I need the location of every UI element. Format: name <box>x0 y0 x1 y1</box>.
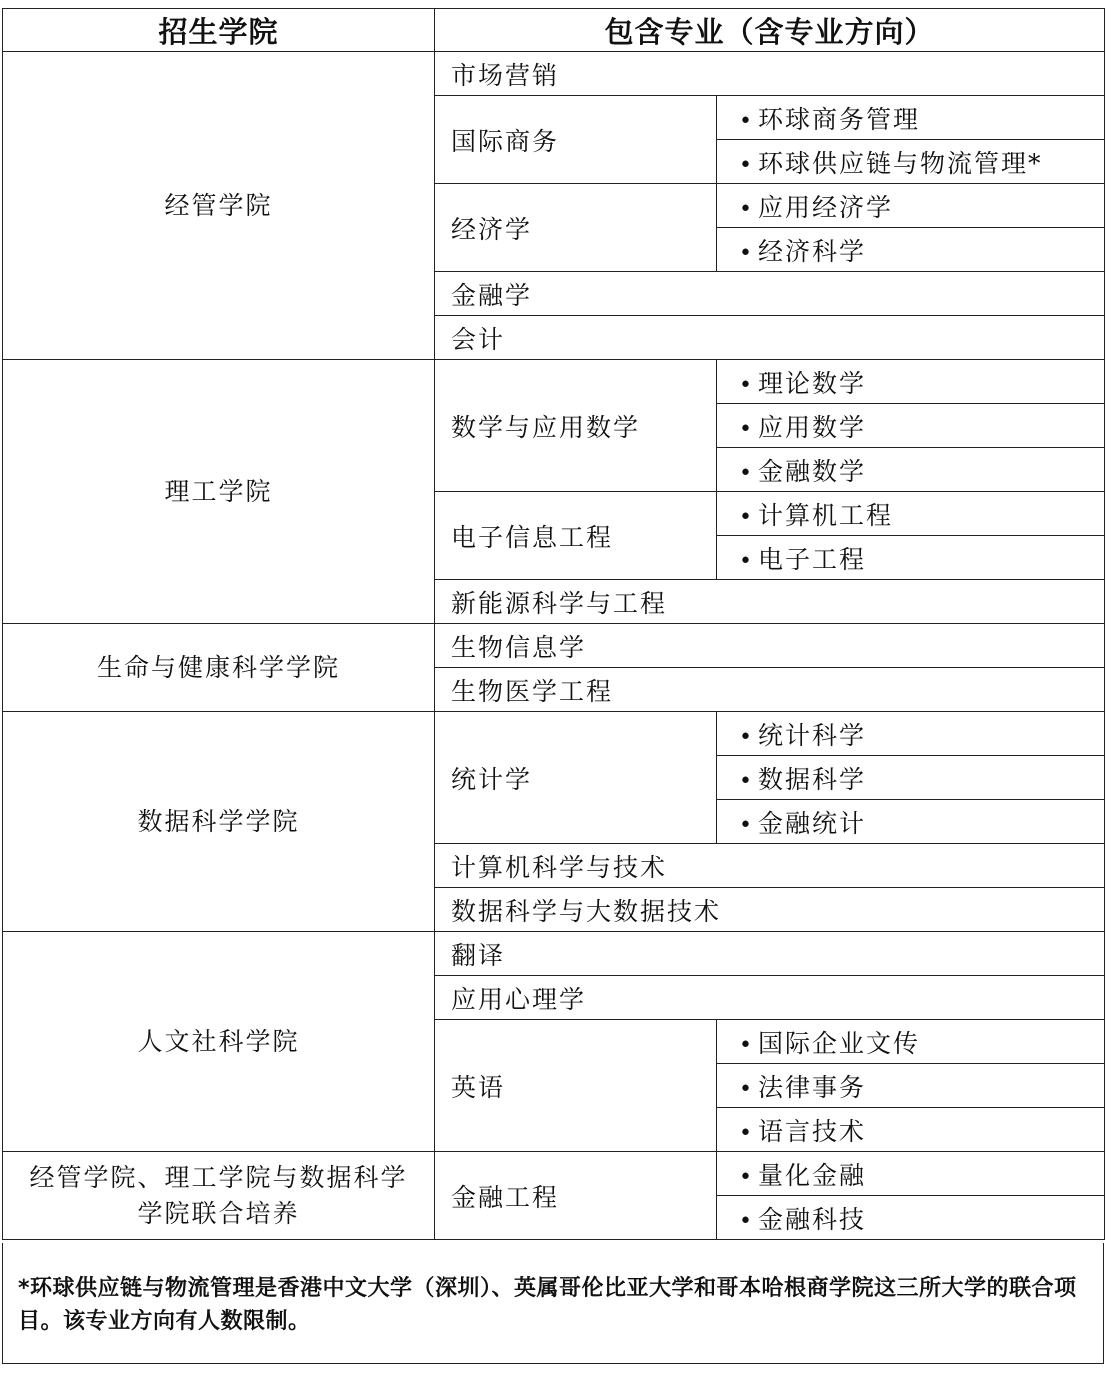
bullet-icon: • <box>739 768 754 794</box>
major-name: 计算机科学与技术 <box>435 844 1105 888</box>
major-direction <box>717 1108 1105 1152</box>
table-row <box>3 1152 1105 1196</box>
direction-label: 理论数学 <box>757 368 866 398</box>
bullet-icon: • <box>739 1120 754 1146</box>
major-name: 翻译 <box>435 932 1105 976</box>
major-direction <box>717 712 1105 756</box>
college-name: 生命与健康科学学院 <box>3 624 435 712</box>
bullet-icon: • <box>739 1076 754 1102</box>
direction-label: 计算机工程 <box>757 500 893 530</box>
college-name: 经管学院、理工学院与数据科学学院联合培养 <box>3 1152 435 1240</box>
bullet-icon: • <box>739 152 754 178</box>
major-name: 统计学 <box>435 712 717 844</box>
direction-label: 数据科学 <box>757 764 866 794</box>
direction-label: 经济科学 <box>757 236 866 266</box>
bullet-icon: • <box>739 724 754 750</box>
bullet-icon: • <box>739 548 754 574</box>
direction-label: 应用经济学 <box>757 192 893 222</box>
major-direction <box>717 228 1105 272</box>
major-name: 金融工程 <box>435 1152 717 1240</box>
major-direction <box>717 140 1105 184</box>
table-row <box>3 712 1105 756</box>
major-direction <box>717 1196 1105 1240</box>
direction-label: 金融科技 <box>757 1204 866 1234</box>
major-name: 电子信息工程 <box>435 492 717 580</box>
bullet-icon: • <box>739 196 754 222</box>
direction-label: 语言技术 <box>757 1116 866 1146</box>
direction-label: 法律事务 <box>757 1072 866 1102</box>
major-name: 数学与应用数学 <box>435 360 717 492</box>
table-row <box>3 624 1105 668</box>
major-name: 会计 <box>435 316 1105 360</box>
major-name: 经济学 <box>435 184 717 272</box>
major-direction <box>717 184 1105 228</box>
direction-label: 金融统计 <box>757 808 866 838</box>
header-college: 招生学院 <box>3 9 435 52</box>
college-name: 数据科学学院 <box>3 712 435 932</box>
footnote: *环球供应链与物流管理是香港中文大学（深圳）、英属哥伦比亚大学和哥本哈根商学院这三所大学的联合项目。该专业方向有人数限制。 <box>18 1276 1077 1334</box>
major-direction <box>717 360 1105 404</box>
major-direction <box>717 536 1105 580</box>
major-name: 金融学 <box>435 272 1105 316</box>
direction-label: 金融数学 <box>757 456 866 486</box>
direction-label: 环球供应链与物流管理* <box>757 148 1043 178</box>
direction-label: 统计科学 <box>757 720 866 750</box>
college-name: 人文社科学院 <box>3 932 435 1152</box>
bullet-icon: • <box>739 1208 754 1234</box>
direction-label: 电子工程 <box>757 544 866 574</box>
bullet-icon: • <box>739 1032 754 1058</box>
direction-label: 量化金融 <box>757 1160 866 1190</box>
major-name: 国际商务 <box>435 96 717 184</box>
college-name: 理工学院 <box>3 360 435 624</box>
major-name: 市场营销 <box>435 52 1105 96</box>
table-header-row <box>3 9 1105 52</box>
bullet-icon: • <box>739 812 754 838</box>
table-body <box>3 52 1105 1240</box>
direction-label: 国际企业文传 <box>757 1028 920 1058</box>
major-direction <box>717 404 1105 448</box>
bullet-icon: • <box>739 240 754 266</box>
major-name: 数据科学与大数据技术 <box>435 888 1105 932</box>
table-row <box>3 52 1105 96</box>
table-row <box>3 932 1105 976</box>
major-direction <box>717 1064 1105 1108</box>
major-name: 生物信息学 <box>435 624 1105 668</box>
major-direction <box>717 756 1105 800</box>
major-name: 英语 <box>435 1020 717 1152</box>
major-direction <box>717 492 1105 536</box>
majors-table <box>2 8 1105 1240</box>
major-direction <box>717 800 1105 844</box>
major-name: 新能源科学与工程 <box>435 580 1105 624</box>
bullet-icon: • <box>739 372 754 398</box>
bullet-icon: • <box>739 416 754 442</box>
table-row <box>3 360 1105 404</box>
bullet-icon: • <box>739 460 754 486</box>
direction-label: 应用数学 <box>757 412 866 442</box>
bullet-icon: • <box>739 504 754 530</box>
bullet-icon: • <box>739 108 754 134</box>
direction-label: 环球商务管理 <box>757 104 920 134</box>
header-majors: 包含专业（含专业方向） <box>435 9 1105 52</box>
major-name: 应用心理学 <box>435 976 1105 1020</box>
major-direction <box>717 1152 1105 1196</box>
major-direction <box>717 448 1105 492</box>
major-name: 生物医学工程 <box>435 668 1105 712</box>
major-direction <box>717 96 1105 140</box>
major-direction <box>717 1020 1105 1064</box>
college-name: 经管学院 <box>3 52 435 360</box>
bullet-icon: • <box>739 1164 754 1190</box>
